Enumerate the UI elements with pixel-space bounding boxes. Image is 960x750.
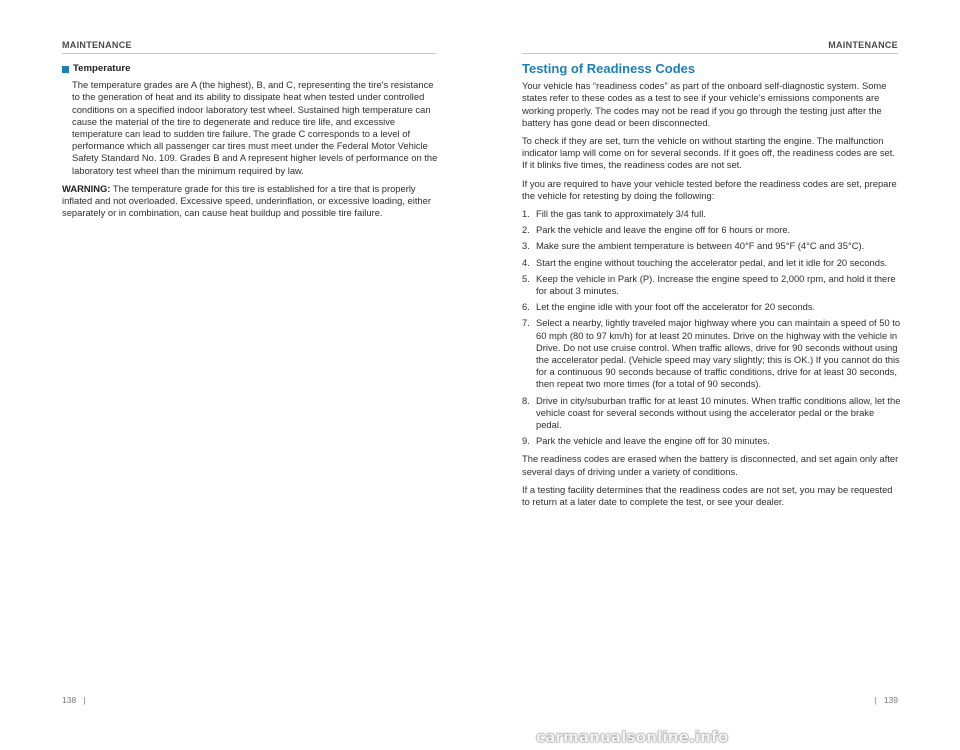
- left-content: [62, 63, 440, 225]
- step-text: Park the vehicle and leave the engine off for 6 hours or more.: [536, 224, 791, 236]
- step-text: Start the engine without touching the accelerator pedal, and let it idle for 20 seconds.: [536, 256, 888, 268]
- step-text: Select a nearby, lightly traveled major highway where you can maintain a speed of 50 to 60 mph (80 to 97 km/h) for at least 20 minutes. Drive on the highway with the vehicle in Drive. Do not use cruise control. When traffic allows, drive for 90 seconds without using the accelerator pedal. (Vehicle speed may vary slightly; this is OK.) If you cannot do this for a continuous 90 seconds because of traffic conditions, drive for at least 30 seconds, then repeat two more times (for a total of 90 seconds).: [536, 317, 901, 390]
- section-title: Testing of Readiness Codes: [522, 61, 696, 76]
- paragraph: Your vehicle has “readiness codes” as part of the onboard self-diagnostic system. Some states refer to these codes as a test to see if your vehicle’s emissions components are working properly. The codes may not be read if you go through the testing just after the battery has gone dead or been disconnected.: [522, 80, 887, 128]
- folio-separator: |: [874, 695, 877, 705]
- paragraph: If a testing facility determines that the readiness codes are not set, you may be requested to return at a later date to complete the test, or see your dealer.: [522, 483, 893, 508]
- temperature-subheading: [62, 63, 440, 75]
- running-head-right: MAINTENANCE: [828, 40, 898, 50]
- paragraph: To check if they are set, turn the vehicle on without starting the engine. The malfunction indicator lamp will come on for several seconds. If it goes off, the readiness codes are set. If it blinks five times, the readiness codes are not set.: [522, 135, 895, 171]
- subheading-text: Temperature: [73, 63, 131, 74]
- step-text: Keep the vehicle in Park (P). Increase the engine speed to 2,000 rpm, and hold it there for about 3 minutes.: [536, 272, 896, 297]
- page-number: 139: [883, 695, 898, 705]
- list-item: [522, 224, 902, 236]
- warning-paragraph: [62, 183, 440, 220]
- watermark: carmanualsonline.info: [536, 728, 729, 746]
- right-page: [480, 0, 960, 750]
- warning-label: WARNING:: [62, 182, 111, 194]
- step-number: 5.: [522, 272, 530, 284]
- step-text: Make sure the ambient temperature is between 40°F and 95°F (4°C and 35°C).: [536, 240, 865, 252]
- list-item: [522, 257, 902, 269]
- step-number: 2.: [522, 224, 530, 236]
- page-number-left: [62, 695, 92, 705]
- step-number: 7.: [522, 317, 530, 329]
- step-text: Fill the gas tank to approximately 3/4 full.: [536, 208, 706, 220]
- list-item: [522, 435, 902, 447]
- step-number: 9.: [522, 435, 530, 447]
- page-number: 138: [62, 695, 77, 705]
- folio-separator: |: [83, 695, 86, 705]
- step-number: 4.: [522, 256, 530, 268]
- step-number: 3.: [522, 240, 530, 252]
- closing-paragraphs: [522, 453, 902, 508]
- step-number: 1.: [522, 208, 530, 220]
- paragraph: The readiness codes are erased when the battery is disconnected, and set again only after several days of driving under a variety of conditions.: [522, 453, 899, 477]
- intro-paragraphs: [522, 80, 902, 202]
- step-text: Park the vehicle and leave the engine off for 30 minutes.: [536, 435, 770, 447]
- step-number: 6.: [522, 301, 530, 313]
- warning-text: The temperature grade for this tire is established for a tire that is properly inflated and not overloaded. Excessive speed, underinflation, or excessive loading, either separately or in combination, can cause heat buildup and possible tire failure.: [62, 182, 431, 219]
- list-item: [522, 273, 902, 297]
- list-item: [522, 240, 902, 252]
- step-text: Drive in city/suburban traffic for at least 10 minutes. When traffic conditions allow, let the vehicle coast for several seconds without using the accelerator pedal or the brake pedal.: [536, 394, 901, 431]
- list-item: [522, 317, 902, 390]
- list-item: [522, 395, 902, 432]
- list-item: [522, 208, 902, 220]
- step-text: Let the engine idle with your foot off the accelerator for 20 seconds.: [536, 301, 816, 313]
- header-rule-right: [522, 53, 898, 54]
- page-number-right: [868, 695, 898, 705]
- temperature-paragraph: The temperature grades are A (the highest), B, and C, representing the tire’s resistance to the generation of heat and its ability to dissipate heat when tested under controlled conditions on a specified indoor laboratory test wheel. Sustained high temperature can cause the material of the tire to degenerate and reduce tire life, and excessive temperature can lead to sudden tire failure. The grade C corresponds to a level of performance which all passenger car tires must meet under the Federal Motor Vehicle Safety Standard No. 109. Grades B and A represent higher levels of performance on the laboratory test wheel than the minimum required by law.: [72, 79, 438, 176]
- paragraph: If you are required to have your vehicle tested before the readiness codes are set, prepare the vehicle for retesting by doing the following:: [522, 177, 897, 201]
- right-content: [522, 63, 902, 514]
- list-item: [522, 301, 902, 313]
- steps-list: [522, 208, 902, 447]
- running-head-left: MAINTENANCE: [62, 40, 132, 50]
- step-number: 8.: [522, 394, 530, 406]
- header-rule-left: [62, 53, 436, 54]
- square-bullet-icon: [62, 66, 69, 73]
